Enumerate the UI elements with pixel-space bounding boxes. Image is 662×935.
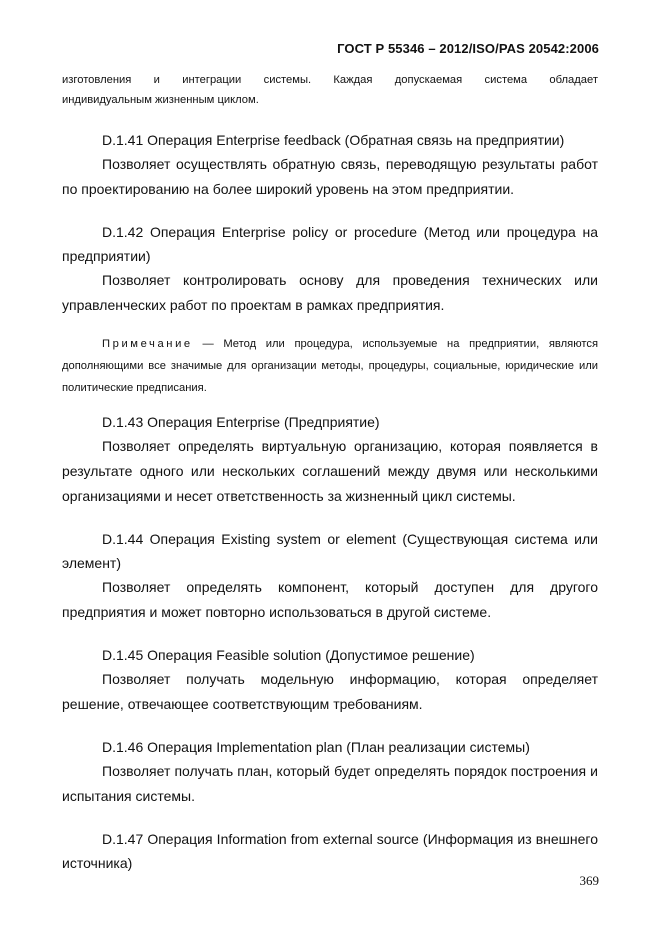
intro-line-1: изготовления и интеграции системы. Каждая допускаемая система обладает: [62, 74, 598, 86]
section-d146-title: D.1.46 Операция Implementation plan (План реализации системы): [102, 739, 530, 755]
section-d146-body: Позволяет получать план, который будет определять порядок построения и испытания системы.: [62, 763, 598, 804]
note-label: Примечание: [102, 338, 193, 350]
note-paragraph: [62, 333, 598, 399]
section-d145-body: Позволяет получать модельную информацию, которая определяет решение, отвечающее соответствующим требованиям.: [62, 671, 598, 712]
section-d142-body: Позволяет контролировать основу для проведения технических или управленческих работ по проектам в рамках предприятия.: [62, 272, 598, 313]
note-text: Метод или процедура, используемые на предприятии, являются дополняющими все значимые для организации методы, процедуры, социальные, юридические или политические предписания.: [62, 338, 598, 394]
page-content: [62, 70, 598, 875]
section-d142-title: D.1.42 Операция Enterprise policy or procedure (Метод или процедура на предприятии): [62, 224, 598, 264]
standard-header: ГОСТ Р 55346 – 2012/ISO/PAS 20542:2006: [337, 41, 599, 56]
section-d147-title: D.1.47 Операция Information from external source (Информация из внешнего источника): [62, 831, 598, 871]
section-d144-title: D.1.44 Операция Existing system or element (Существующая система или элемент): [62, 531, 598, 571]
section-d141-body: Позволяет осуществлять обратную связь, переводящую результаты работ по проектированию на более широкий уровень на этом предприятии.: [62, 156, 598, 197]
section-d143-title: D.1.43 Операция Enterprise (Предприятие): [102, 414, 380, 430]
note-dash: —: [192, 338, 224, 350]
section-d143-body: Позволяет определять виртуальную организацию, которая появляется в результате одного или нескольких соглашений между двумя или несколькими организациями и несет ответственность за жизненный цикл системы.: [62, 438, 598, 504]
intro-line-2: индивидуальным жизненным циклом.: [62, 94, 259, 106]
section-d144-body: Позволяет определять компонент, который доступен для другого предприятия и может повторно использоваться в другой системе.: [62, 579, 598, 620]
page-number: 369: [579, 873, 599, 888]
section-d141-title: D.1.41 Операция Enterprise feedback (Обратная связь на предприятии): [102, 132, 565, 148]
section-d145-title: D.1.45 Операция Feasible solution (Допустимое решение): [102, 647, 475, 663]
